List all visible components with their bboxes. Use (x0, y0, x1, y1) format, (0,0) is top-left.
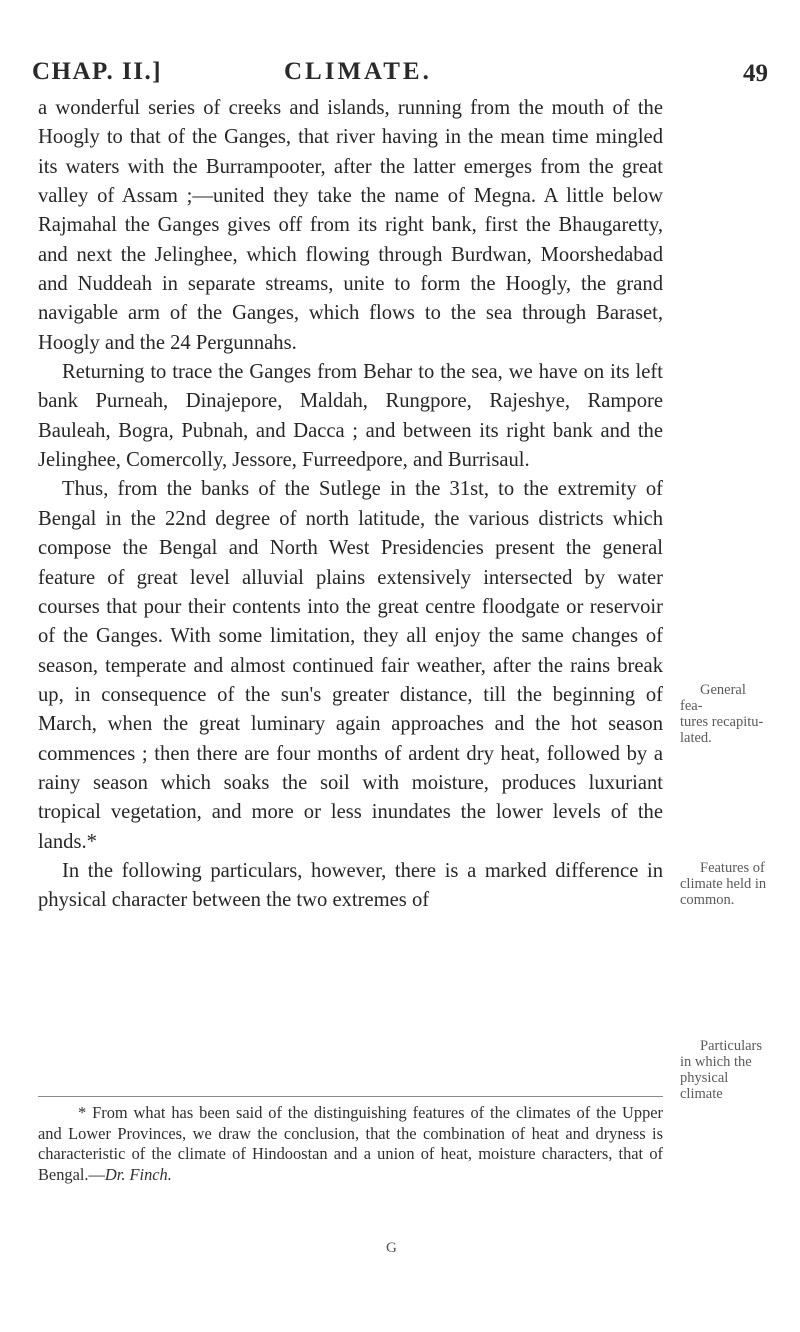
footnote-divider (38, 1096, 663, 1097)
footnote-paragraph (38, 1103, 663, 1185)
sidenote-rest: in which the physical climate (680, 1054, 752, 1102)
sidenote-features-of-climate (680, 860, 772, 908)
chapter-label: CHAP. II.] (32, 58, 163, 85)
paragraph-thus: Thus, from the banks of the Sutlege in the 31st, to the extremity of Bengal in the 22nd degree of north latitude, the various districts which compose the Bengal and North West Presidencies present the general feature of great level alluvial plains extensively intersected by water courses that pour their contents into the great centre floodgate or reservoir of the Ganges. With some limitation, they all enjoy the same changes of season, temperate and almost continued fair weather, after the rains break up, in consequence of the sun's greater distance, till the beginning of March, when the great luminary again approaches and the hot season commences ; then there are four months of ardent dry heat, followed by a rainy season which soaks the soil with moisture, produces luxuriant tropical vegetation, and more or less inundates the lower levels of the lands.* (38, 478, 663, 853)
sidenote-particulars (680, 1038, 772, 1102)
footnote-text: * From what has been said of the distinguishing features of the climates of the Upper and Lower Provinces, we draw the conclusion, that the combination of heat and dryness is characteristic of the climate of Hindoostan and a union of heat, moisture characters, that of Bengal.— (38, 1103, 663, 1184)
paragraph-following: In the following particulars, however, there is a marked difference in physical character between the two extremes of (38, 859, 663, 912)
sidenote-lead: Particulars (700, 1038, 763, 1054)
signature-mark: G (386, 1240, 397, 1256)
sidenote-rest: climate held in common. (680, 876, 767, 908)
sidenote-general-features (680, 682, 772, 746)
running-title: CLIMATE. (284, 58, 432, 85)
paragraph-continued: a wonderful series of creeks and islands, running from the mouth of the Hoogly to that of the Ganges, that river having in the mean time mingled its waters with the Burrampooter, after the latter emerges from the great valley of Assam ;—united they take the name of Megna. A little below Rajmahal the Ganges gives off from its right bank, first the Bhaugaretty, and next the Jelinghee, which flowing through Burdwan, Moorshedabad and Nuddeah in separate streams, unite to form the Hoogly, the grand navigable arm of the Ganges, which flows to the sea through Baraset, Hoogly and the 24 Pergunnahs. (38, 97, 663, 354)
sidenote-rest: tures recapitu- lated. (680, 714, 764, 746)
sidenote-lead: Features of (700, 860, 765, 876)
footnote (38, 1103, 663, 1185)
running-head (32, 58, 768, 94)
paragraph-returning: Returning to trace the Ganges from Behar to the sea, we have on its left bank Purneah, Dinajepore, Maldah, Rungpore, Rajeshye, Rampore Bauleah, Bogra, Pubnah, and Dacca ; and between its right bank and the Jelinghee, Comercolly, Jessore, Furreedpore, and Burrisaul. (38, 361, 663, 472)
page-number: 49 (743, 60, 768, 87)
sidenote-lead: General fea- (680, 682, 746, 714)
main-text-column (38, 94, 663, 916)
footnote-author: Dr. Finch. (104, 1164, 172, 1184)
